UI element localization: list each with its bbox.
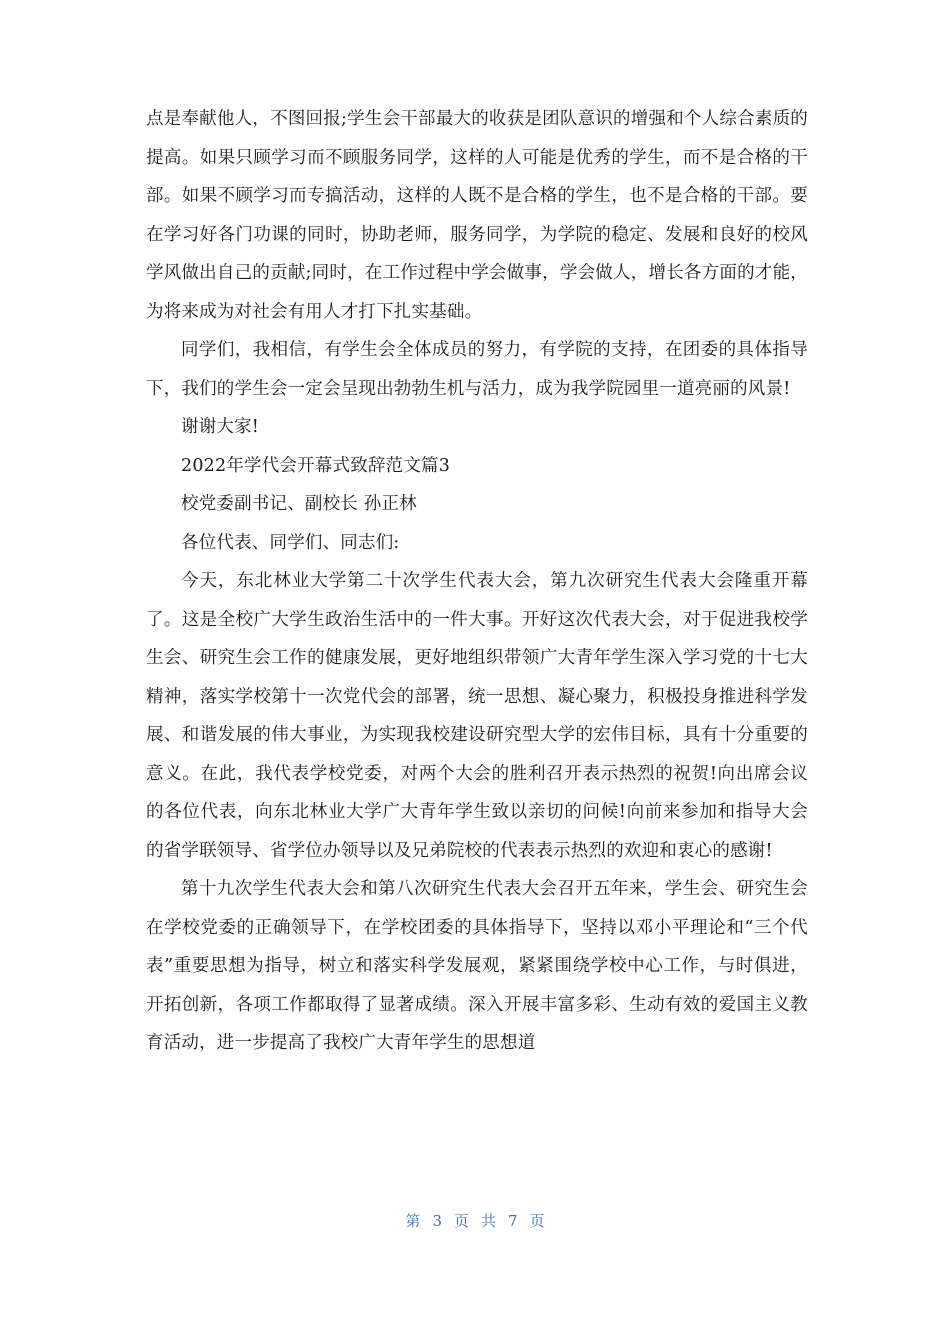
paragraph-2: 同学们，我相信，有学生会全体成员的努力，有学院的支持，在团委的具体指导下，我们的学生会一定会呈现出勃勃生机与活力，成为我学院园里一道亮丽的风景! (146, 340, 808, 399)
document-body (146, 100, 808, 1063)
footer-word-gong: 共 (481, 1212, 497, 1230)
footer-word-ye: 页 (453, 1212, 469, 1230)
footer-total-pages: 7 (508, 1212, 518, 1230)
section-title: 2022年学代会开幕式致辞范文篇3 (181, 455, 451, 476)
speaker-line: 校党委副书记、副校长 孙正林 (181, 494, 417, 514)
footer-current-page: 3 (432, 1212, 442, 1230)
footer-word-ye-2: 页 (529, 1212, 545, 1230)
page-footer (0, 1210, 950, 1231)
paragraph-7: 今天，东北林业大学第二十次学生代表大会，第九次研究生代表大会隆重开幕了。这是全校广大学生政治生活中的一件大事。开好这次代表大会，对于促进我校学生会、研究生会工作的健康发展，更好地组织带领广大青年学生深入学习党的十七大精神，落实学校第十一次党代会的部署，统一思想、凝心聚力，积极投身推进科学发展、和谐发展的伟大事业，为实现我校建设研究型大学的宏伟目标，具有十分重要的意义。在此，我代表学校党委，对两个大会的胜利召开表示热烈的祝贺!向出席会议的各位代表，向东北林业大学广大青年学生致以亲切的问候!向前来参加和指导大会的省学联领导、省学位办领导以及兄弟院校的代表表示热烈的欢迎和衷心的感谢! (146, 571, 808, 861)
paragraph-3: 谢谢大家! (181, 417, 260, 437)
salutation: 各位代表、同学们、同志们: (181, 532, 400, 553)
paragraph-8: 第十九次学生代表大会和第八次研究生代表大会召开五年来，学生会、研究生会在学校党委的正确领导下，在学校团委的具体指导下，坚持以邓小平理论和“三个代表”重要思想为指导，树立和落实科学发展观，紧紧围绕学校中心工作，与时俱进，开拓创新，各项工作都取得了显著成绩。深入开展丰富多彩、生动有效的爱国主义教育活动，进一步提高了我校广大青年学生的思想道 (146, 879, 808, 1053)
paragraph-1: 点是奉献他人，不图回报;学生会干部最大的收获是团队意识的增强和个人综合素质的提高。如果只顾学习而不顾服务同学，这样的人可能是优秀的学生，而不是合格的干部。如果不顾学习而专搞活动，这样的人既不是合格的学生，也不是合格的干部。要在学习好各门功课的同时，协助老师，服务同学，为学院的稳定、发展和良好的校风学风做出自己的贡献;同时，在工作过程中学会做事，学会做人，增长各方面的才能，为将来成为对社会有用人才打下扎实基础。 (146, 109, 808, 322)
footer-word-di: 第 (405, 1212, 421, 1230)
